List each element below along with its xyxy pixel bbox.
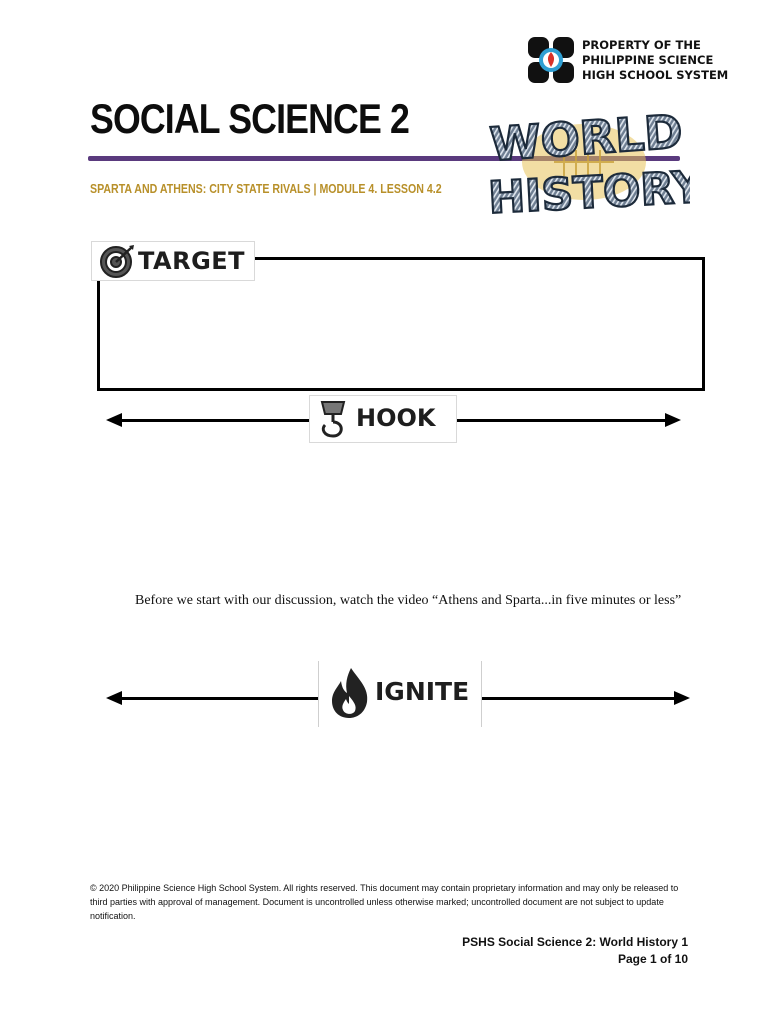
divider-line xyxy=(118,419,310,422)
page-title: SOCIAL SCIENCE 2 xyxy=(90,95,410,142)
target-label-text: TARGET xyxy=(138,247,246,275)
ignite-section-label xyxy=(318,661,482,727)
ignite-label-text: IGNITE xyxy=(375,677,470,706)
property-line: PROPERTY OF THE xyxy=(582,38,701,52)
video-instruction: Before we start with our discussion, watch the video “Athens and Sparta...in five minutes or less” xyxy=(135,593,682,608)
logo-word-world: WORLD xyxy=(488,104,685,172)
flame-icon xyxy=(329,666,371,720)
arrow-right-icon xyxy=(674,691,690,705)
course-name: PSHS Social Science 2: World History 1 xyxy=(462,935,688,949)
world-history-logo xyxy=(484,100,690,224)
lesson-subtitle: SPARTA AND ATHENS: CITY STATE RIVALS | MODULE 4. LESSON 4.2 xyxy=(90,182,442,196)
divider-line xyxy=(455,419,667,422)
divider-line xyxy=(480,697,676,700)
target-section-label xyxy=(91,241,255,281)
hook-icon xyxy=(314,398,354,440)
target-icon xyxy=(98,244,136,278)
arrow-right-icon xyxy=(665,413,681,427)
logo-word-history: HISTORY xyxy=(486,161,690,224)
copyright-notice: © 2020 Philippine Science High School System. All rights reserved. This document may contain proprietary information and may only be released to third parties with approval of management. Document is uncontrolled unless otherwise marked; uncontrolled document are not subject to update notification. xyxy=(90,883,679,921)
page-footer xyxy=(420,934,688,968)
hook-section-label xyxy=(309,395,457,443)
divider-line xyxy=(118,697,318,700)
property-notice xyxy=(582,38,752,83)
page-number: Page 1 of 10 xyxy=(617,952,688,966)
hook-label-text: HOOK xyxy=(356,404,436,432)
property-line: HIGH SCHOOL SYSTEM xyxy=(582,68,729,82)
property-line: PHILIPPINE SCIENCE xyxy=(582,53,714,67)
pshs-logo-icon xyxy=(528,37,574,83)
